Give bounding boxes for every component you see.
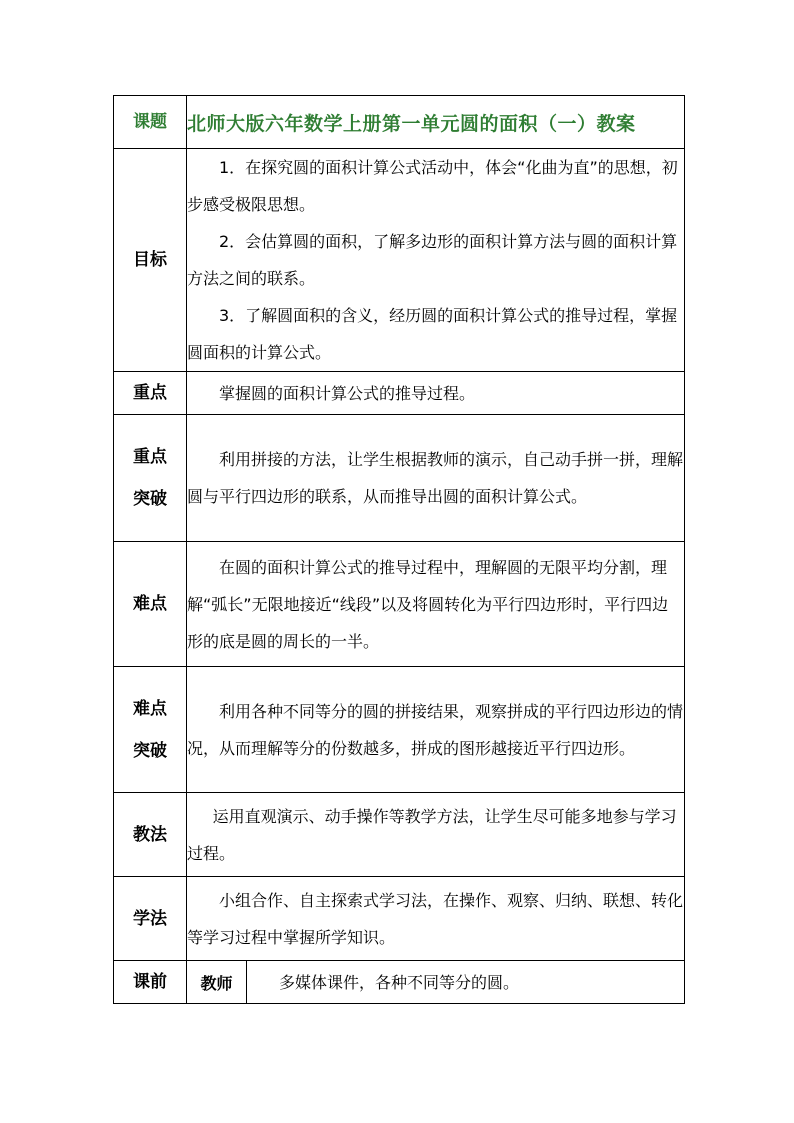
goals-label: 目标 xyxy=(114,149,187,372)
goal-2: 2．会估算圆的面积，了解多边形的面积计算方法与圆的面积计算方法之间的联系。 xyxy=(187,232,678,288)
difficulty-breakthrough-text: 利用各种不同等分的圆的拼接结果，观察拼成的平行四边形边的情况，从而理解等分的份数越多，拼成的图形越接近平行四边形。 xyxy=(187,701,684,758)
pre-class-text: 多媒体课件，各种不同等分的圆。 xyxy=(279,972,520,992)
row-difficulty-breakthrough xyxy=(114,667,685,793)
teaching-method-text: 运用直观演示、动手操作等教学方法，让学生尽可能多地参与学习过程。 xyxy=(187,806,677,863)
key-point-content xyxy=(187,372,685,415)
teaching-method-content xyxy=(187,793,685,877)
row-teaching-method xyxy=(114,793,685,877)
learning-method-text: 小组合作、自主探索式学习法，在操作、观察、归纳、联想、转化等学习过程中掌握所学知识。 xyxy=(187,890,684,947)
row-learning-method xyxy=(114,877,685,961)
row-key-breakthrough xyxy=(114,415,685,542)
key-point-text: 掌握圆的面积计算公式的推导过程。 xyxy=(219,383,476,403)
title-label: 课题 xyxy=(114,96,187,149)
difficulty-breakthrough-content xyxy=(187,667,685,793)
key-breakthrough-label xyxy=(114,415,187,542)
row-difficulty xyxy=(114,542,685,667)
lesson-plan-table xyxy=(113,95,685,1004)
key-point-label: 重点 xyxy=(114,372,187,415)
goals-content xyxy=(187,149,685,372)
goal-3: 3．了解圆面积的含义，经历圆的面积计算公式的推导过程，掌握圆面积的计算公式。 xyxy=(187,306,678,362)
teaching-method-label: 教法 xyxy=(114,793,187,877)
teacher-label: 教师 xyxy=(187,961,247,1004)
lesson-title: 北师大版六年数学上册第一单元圆的面积（一）教案 xyxy=(187,96,685,149)
difficulty-text: 在圆的面积计算公式的推导过程中，理解圆的无限平均分割，理解“弧长”无限地接近“线段”以及将圆转化为平行四边形时，平行四边形的底是圆的周长的一半。 xyxy=(187,557,669,651)
goal-1: 1．在探究圆的面积计算公式活动中，体会“化曲为直”的思想，初步感受极限思想。 xyxy=(187,158,678,214)
row-pre-class xyxy=(114,961,685,1004)
row-key-point xyxy=(114,372,685,415)
key-breakthrough-content xyxy=(187,415,685,542)
difficulty-label: 难点 xyxy=(114,542,187,667)
key-breakthrough-text: 利用拼接的方法，让学生根据教师的演示，自己动手拼一拼，理解圆与平行四边形的联系，从而推导出圆的面积计算公式。 xyxy=(187,450,684,506)
difficulty-breakthrough-label xyxy=(114,667,187,793)
difficulty-breakthrough-label-line2: 突破 xyxy=(133,740,167,761)
pre-class-label: 课前 xyxy=(114,961,187,1004)
learning-method-label: 学法 xyxy=(114,877,187,961)
difficulty-breakthrough-label-line1: 难点 xyxy=(133,698,167,719)
row-goals xyxy=(114,149,685,372)
learning-method-content xyxy=(187,877,685,961)
key-breakthrough-label-line2: 突破 xyxy=(133,489,167,509)
difficulty-content xyxy=(187,542,685,667)
key-breakthrough-label-line1: 重点 xyxy=(133,447,167,467)
row-title xyxy=(114,96,685,149)
pre-class-content xyxy=(247,961,685,1004)
